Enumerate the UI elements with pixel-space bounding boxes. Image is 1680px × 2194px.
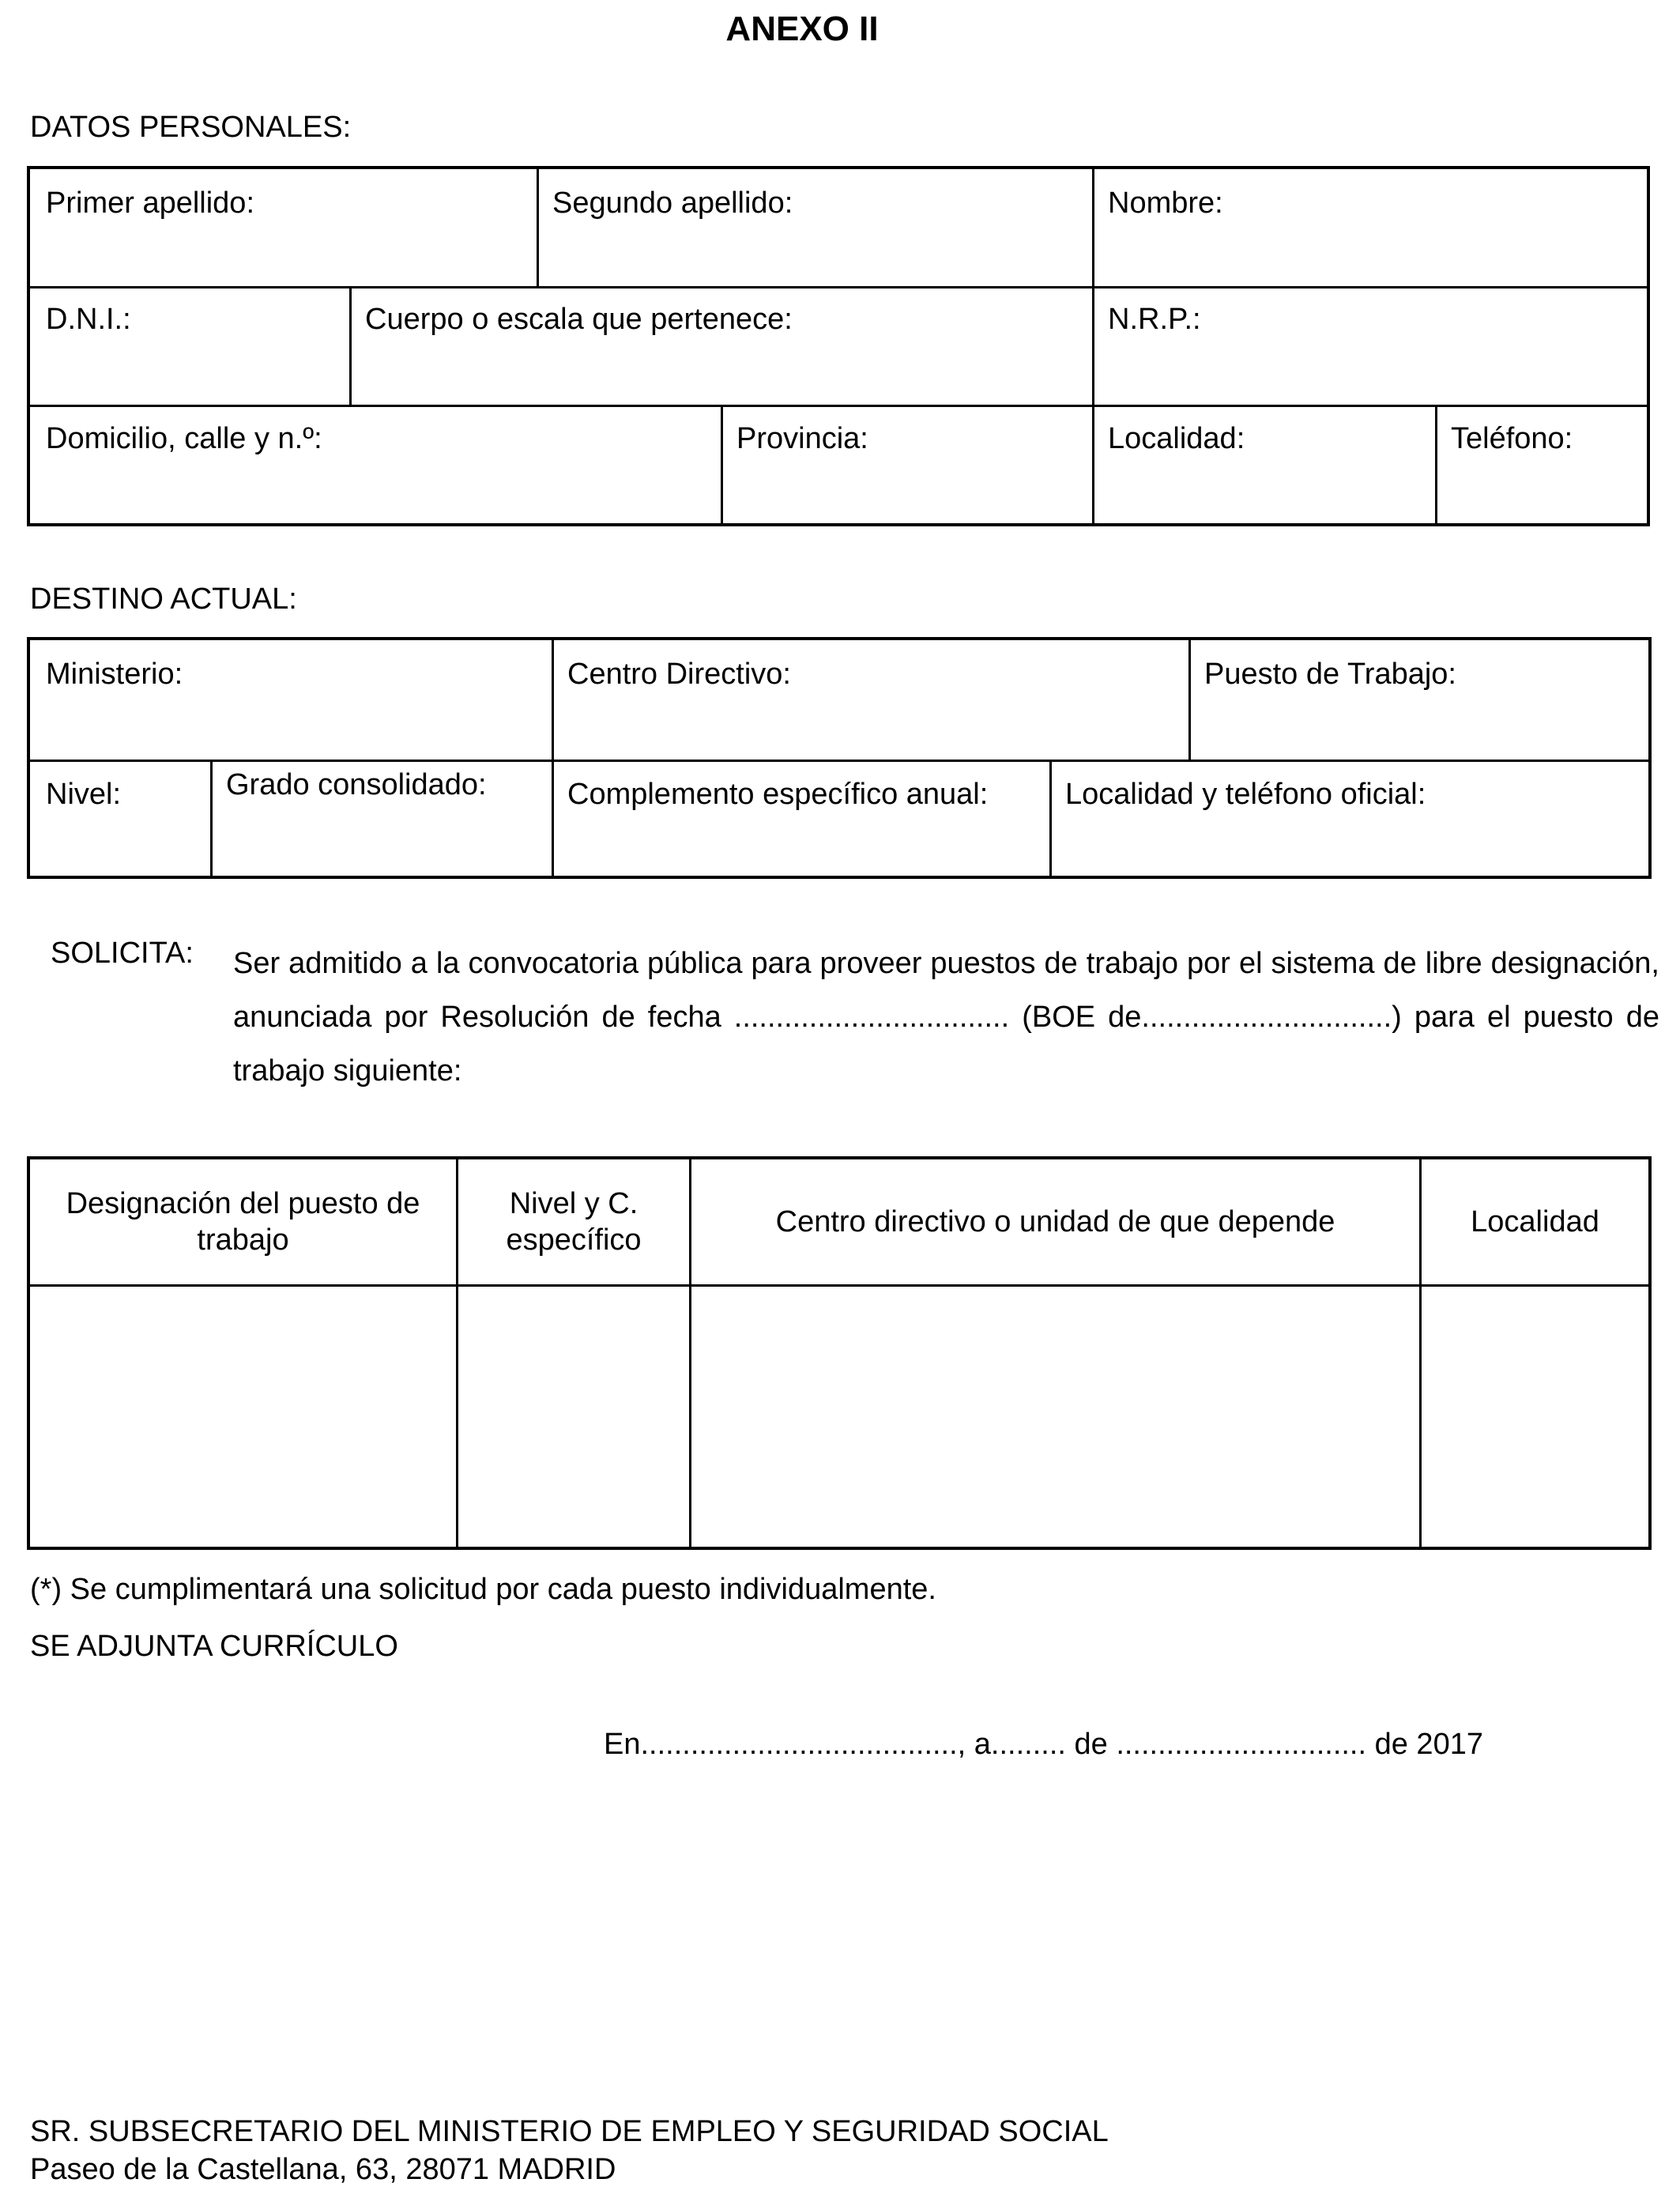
table-cell-designacion[interactable] (30, 1287, 456, 1547)
divider (30, 286, 1647, 288)
field-dni[interactable]: D.N.I.: (46, 303, 131, 336)
table-header-localidad: Localidad (1471, 1205, 1599, 1238)
datos-personales-label: DATOS PERSONALES: (30, 111, 352, 144)
field-segundo-apellido[interactable]: Segundo apellido: (552, 187, 793, 220)
table-header-nivel: Nivel y C. específico (506, 1187, 642, 1257)
puestos-table (27, 1156, 1652, 1550)
table-cell-localidad[interactable] (1422, 1287, 1648, 1547)
field-localidad-telefono-oficial[interactable]: Localidad y teléfono oficial: (1065, 778, 1426, 811)
field-provincia[interactable]: Provincia: (736, 422, 868, 455)
field-localidad[interactable]: Localidad: (1108, 422, 1245, 455)
solicita-label: SOLICITA: (51, 937, 194, 970)
destino-actual-label: DESTINO ACTUAL: (30, 582, 297, 616)
destino-actual-box (27, 637, 1652, 879)
field-nivel[interactable]: Nivel: (46, 778, 122, 811)
footer-address: Paseo de la Castellana, 63, 28071 MADRID (30, 2153, 616, 2186)
field-cuerpo-escala[interactable]: Cuerpo o escala que pertenece: (365, 303, 793, 336)
field-puesto-trabajo[interactable]: Puesto de Trabajo: (1204, 658, 1456, 691)
field-complemento-especifico[interactable]: Complemento específico anual: (567, 778, 989, 811)
divider (30, 405, 1647, 407)
field-ministerio[interactable]: Ministerio: (46, 658, 183, 691)
field-nombre[interactable]: Nombre: (1108, 187, 1223, 220)
page-title: ANEXO II (725, 9, 879, 48)
field-primer-apellido[interactable]: Primer apellido: (46, 187, 254, 220)
note-text: (*) Se cumplimentará una solicitud por cada puesto individualmente. (30, 1573, 936, 1606)
adjunta-text: SE ADJUNTA CURRÍCULO (30, 1630, 398, 1663)
fecha-line: En......................................, a......... de .............................. de 2017 (604, 1728, 1483, 1761)
field-grado-consolidado[interactable]: Grado consolidado: (226, 768, 487, 801)
table-cell-nivel[interactable] (458, 1287, 689, 1547)
solicita-text: Ser admitido a la convocatoria pública para proveer puestos de trabajo por el sistema de libre designación, anunciada por Resolución de fecha ................................. (BOE de..............................) para el puesto de trabajo siguiente: (233, 947, 1659, 1088)
field-domicilio[interactable]: Domicilio, calle y n.º: (46, 422, 322, 455)
field-telefono[interactable]: Teléfono: (1451, 422, 1573, 455)
table-header-designacion: Designación del puesto de trabajo (66, 1187, 420, 1257)
table-header-centro-directivo: Centro directivo o unidad de que depende (775, 1205, 1335, 1238)
field-centro-directivo[interactable]: Centro Directivo: (567, 658, 791, 691)
field-nrp[interactable]: N.R.P.: (1108, 303, 1201, 336)
table-cell-centro-directivo[interactable] (691, 1287, 1419, 1547)
footer-addressee: SR. SUBSECRETARIO DEL MINISTERIO DE EMPLEO Y SEGURIDAD SOCIAL (30, 2115, 1109, 2148)
datos-personales-box (27, 166, 1650, 526)
